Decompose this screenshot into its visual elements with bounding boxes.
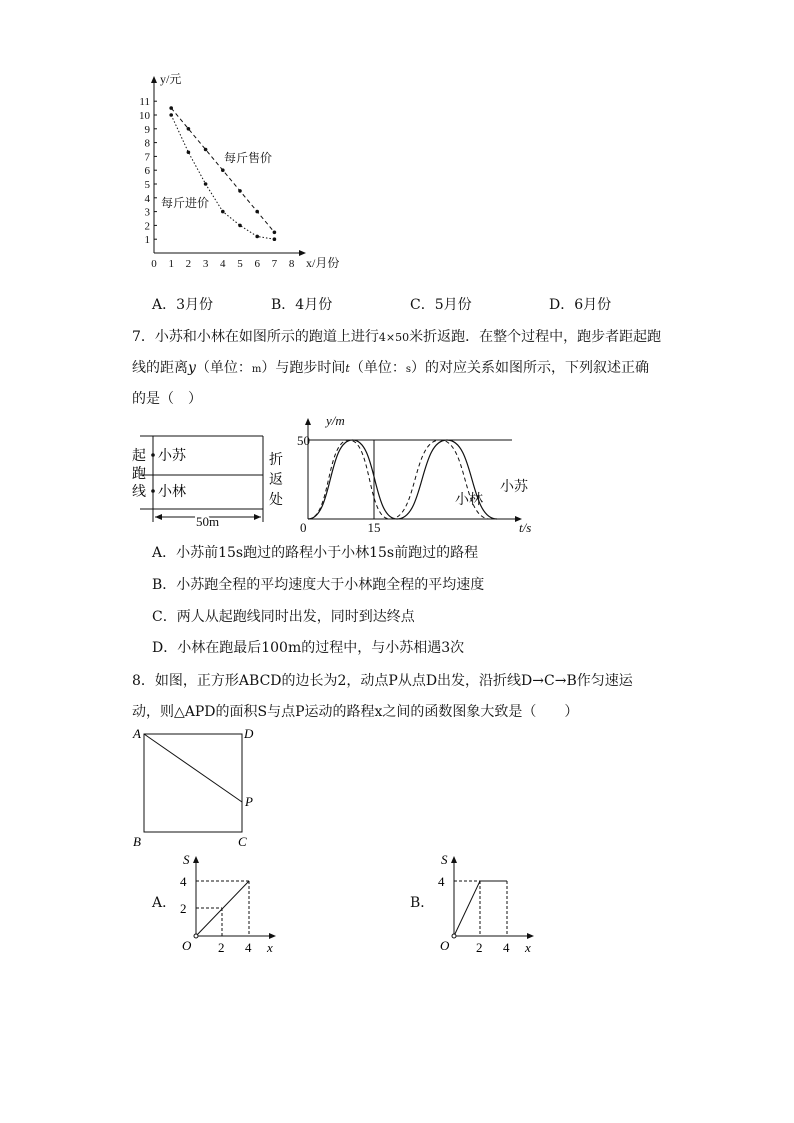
y-tick-label: 10 bbox=[139, 110, 150, 122]
sell-price-point bbox=[204, 148, 208, 152]
q8-option-a-label[interactable]: A． bbox=[152, 895, 177, 911]
t-axis-label: t/s bbox=[519, 520, 532, 535]
q7-option-c[interactable]: C．两人从起跑线同时出发，同时到达终点 bbox=[152, 609, 415, 625]
su-curve-label: 小苏 bbox=[500, 480, 528, 495]
buy-price-line bbox=[171, 115, 274, 239]
buy-price-point bbox=[221, 210, 225, 214]
vertex-a: A bbox=[133, 726, 141, 741]
y-tick-label: 5 bbox=[144, 179, 150, 191]
runner-su-label: 小苏 bbox=[158, 449, 186, 464]
sell-price-label: 每斤售价 bbox=[224, 151, 273, 165]
buy-price-point bbox=[255, 235, 259, 239]
sell-price-point bbox=[169, 106, 173, 110]
t15-label: 15 bbox=[367, 520, 381, 535]
turn-char-2: 返 bbox=[269, 473, 283, 488]
svg-text:S: S bbox=[441, 852, 448, 867]
y-tick-label: 11 bbox=[139, 96, 150, 109]
x-tick-label: 2 bbox=[185, 258, 192, 270]
svg-text:S: S bbox=[183, 852, 190, 867]
vertex-d: D bbox=[244, 726, 254, 741]
svg-text:x: x bbox=[525, 940, 531, 955]
vertex-b: B bbox=[133, 834, 141, 849]
q6-option-a[interactable]: A．3月份 bbox=[152, 297, 214, 313]
x-tick-label: 3 bbox=[202, 258, 209, 270]
origin-label: 0 bbox=[300, 520, 307, 535]
sell-price-point bbox=[238, 189, 242, 193]
y-axis-label: y/元 bbox=[160, 72, 182, 86]
track-length-label: 50m bbox=[196, 514, 220, 529]
q7-stem-line2: 线的距离y（单位：m）与跑步时间t（单位：s）的对应关系如图所示，下列叙述正确 bbox=[132, 360, 649, 376]
svg-text:4: 4 bbox=[438, 874, 445, 889]
track-diagram bbox=[130, 432, 300, 532]
y50-label: 50 bbox=[297, 433, 310, 448]
x-tick-label: 1 bbox=[168, 258, 174, 270]
buy-price-point bbox=[273, 237, 277, 241]
y-tick-label: 8 bbox=[144, 137, 150, 150]
svg-text:O: O bbox=[182, 938, 192, 953]
svg-text:4: 4 bbox=[503, 940, 510, 955]
x-axis-arrow bbox=[299, 250, 306, 256]
y-tick-label: 7 bbox=[144, 151, 150, 164]
q8-option-b-label[interactable]: B． bbox=[410, 895, 435, 911]
svg-text:2: 2 bbox=[218, 940, 225, 955]
x-axis-label: x/月份 bbox=[306, 256, 340, 270]
buy-price-point bbox=[204, 182, 208, 186]
point-p: P bbox=[245, 794, 253, 809]
buy-price-point bbox=[169, 113, 173, 117]
y-tick-label: 2 bbox=[144, 220, 150, 233]
start-char-3: 线 bbox=[132, 485, 146, 500]
lin-curve-label: 小林 bbox=[455, 493, 483, 508]
q6-option-b[interactable]: B．4月份 bbox=[271, 297, 333, 313]
y-axis-arrow bbox=[305, 418, 311, 425]
x-tick-label: 6 bbox=[254, 258, 260, 270]
q6-option-c[interactable]: C．5月份 bbox=[410, 297, 472, 313]
x-tick-label: 8 bbox=[288, 258, 295, 270]
q8-option-b-graph[interactable] bbox=[430, 848, 545, 958]
x-tick-label: 0 bbox=[151, 258, 157, 270]
buy-price-point bbox=[187, 150, 191, 154]
svg-text:4: 4 bbox=[180, 874, 187, 889]
distance-time-graph bbox=[290, 412, 540, 537]
start-char-2: 跑 bbox=[132, 467, 146, 482]
svg-text:x: x bbox=[267, 940, 273, 955]
sell-price-point bbox=[255, 210, 259, 214]
q6-option-d[interactable]: D．6月份 bbox=[549, 297, 612, 313]
buy-price-label: 每斤进价 bbox=[161, 196, 210, 210]
svg-text:O: O bbox=[440, 938, 450, 953]
q7-option-a[interactable]: A．小苏前15s跑过的路程小于小林15s前跑过的路程 bbox=[152, 545, 479, 561]
sell-price-point bbox=[273, 231, 277, 235]
x-tick-label: 7 bbox=[271, 258, 278, 270]
y-tick-label: 3 bbox=[144, 206, 150, 219]
y-tick-label: 9 bbox=[144, 123, 150, 136]
svg-text:2: 2 bbox=[476, 940, 483, 955]
y-tick-label: 6 bbox=[144, 165, 150, 178]
price-chart bbox=[130, 70, 360, 280]
q8-stem-line2: 动，则△APD的面积S与点P运动的路程x之间的函数图象大致是（ ） bbox=[132, 704, 579, 720]
y-tick-label: 1 bbox=[144, 234, 150, 247]
y-tick-label: 4 bbox=[144, 192, 150, 205]
q8-option-a-graph[interactable] bbox=[172, 848, 287, 958]
buy-price-point bbox=[238, 224, 242, 228]
q7-stem-line3: 的是（ ） bbox=[132, 391, 202, 407]
turn-char-3: 处 bbox=[269, 493, 283, 508]
q7-option-b[interactable]: B．小苏跑全程的平均速度大于小林跑全程的平均速度 bbox=[152, 577, 485, 593]
q7-option-d[interactable]: D．小林在跑最后100m的过程中，与小苏相遇3次 bbox=[152, 640, 465, 656]
y-axis-label: y/m bbox=[326, 413, 345, 428]
runner-lin-label: 小林 bbox=[158, 485, 186, 500]
sell-price-point bbox=[187, 127, 191, 131]
turn-char-1: 折 bbox=[269, 453, 283, 468]
q8-stem-line1: 8．如图，正方形ABCD的边长为2，动点P从点D出发，沿折线D→C→B作匀速运 bbox=[132, 673, 633, 689]
svg-text:4: 4 bbox=[245, 940, 252, 955]
vertex-c: C bbox=[238, 834, 247, 849]
sell-price-point bbox=[221, 168, 225, 172]
y-axis-arrow bbox=[151, 76, 157, 83]
start-char-1: 起 bbox=[132, 449, 146, 464]
x-tick-label: 4 bbox=[220, 258, 226, 270]
svg-text:2: 2 bbox=[180, 901, 187, 916]
q7-stem-line1: 7．小苏和小林在如图所示的跑道上进行4×50米折返跑．在整个过程中，跑步者距起跑 bbox=[132, 329, 662, 345]
square-abcd bbox=[130, 724, 260, 854]
x-tick-label: 5 bbox=[237, 258, 243, 270]
